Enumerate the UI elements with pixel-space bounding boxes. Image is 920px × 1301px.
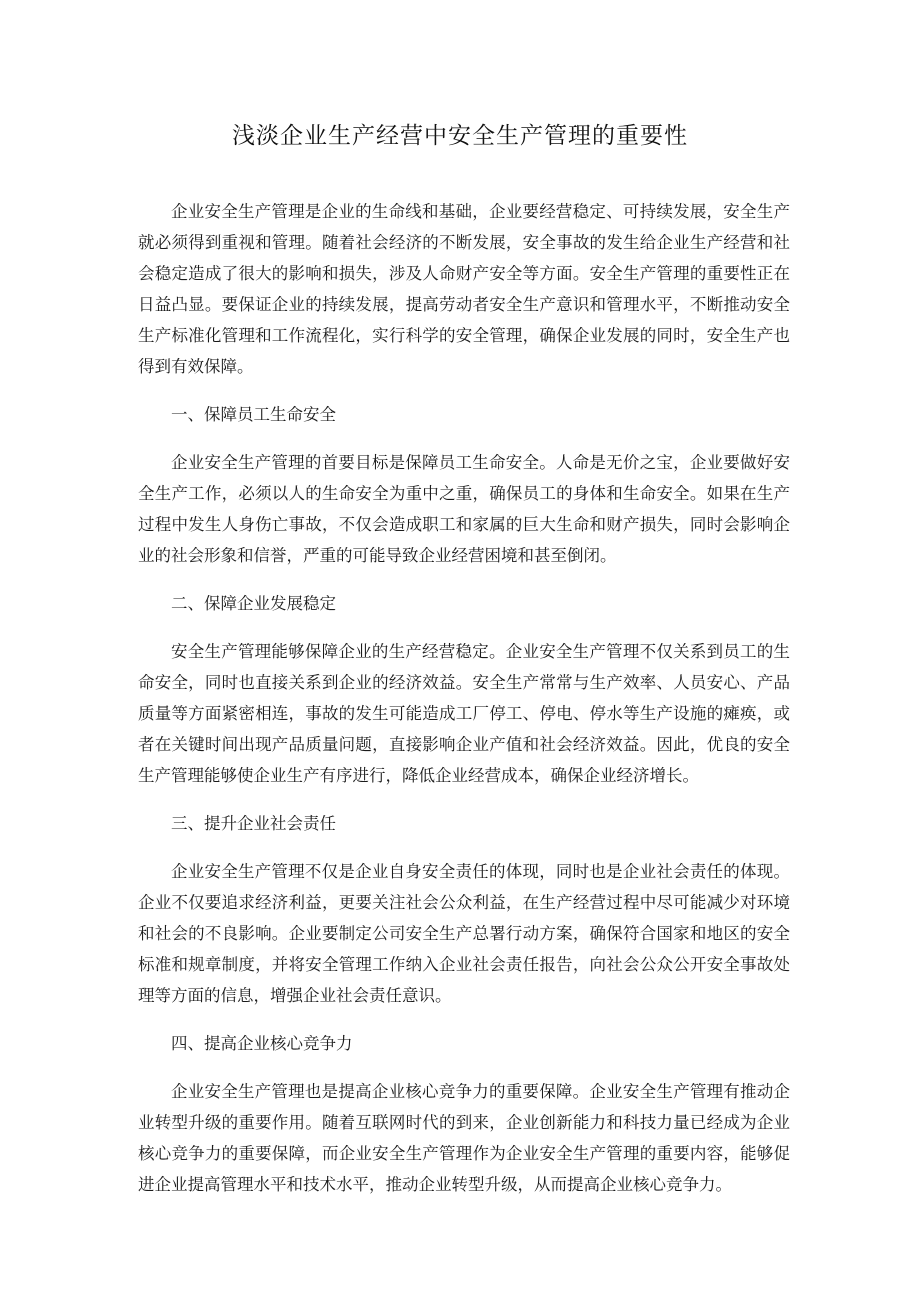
- section-paragraph-4: 企业安全生产管理也是提高企业核心竞争力的重要保障。企业安全生产管理有推动企业转型升级的重要作用。随着互联网时代的到来，企业创新能力和科技力量已经成为企业核心竞争力的重要保障，而企业安全生产管理作为企业安全生产管理的重要内容，能够促进企业提高管理水平和技术水平，推动企业转型升级，从而提高企业核心竞争力。: [138, 1082, 790, 1194]
- section-paragraph-1: 企业安全生产管理的首要目标是保障员工生命安全。人命是无价之宝，企业要做好安全生产工作，必须以人的生命安全为重中之重，确保员工的身体和生命安全。如果在生产过程中发生人身伤亡事故，不仅会造成职工和家属的巨大生命和财产损失，同时会影响企业的社会形象和信誉，严重的可能导致企业经营困境和甚至倒闭。: [138, 453, 790, 565]
- document-body: [138, 196, 790, 1217]
- document-title: 浅淡企业生产经营中安全生产管理的重要性: [232, 123, 688, 149]
- intro-paragraph: 企业安全生产管理是企业的生命线和基础，企业要经营稳定、可持续发展，安全生产就必须得到重视和管理。随着社会经济的不断发展，安全事故的发生给企业生产经营和社会稳定造成了很大的影响和损失，涉及人命财产安全等方面。安全生产管理的重要性正在日益凸显。要保证企业的持续发展，提高劳动者安全生产意识和管理水平，不断推动安全生产标准化管理和工作流程化，实行科学的安全管理，确保企业发展的同时，安全生产也得到有效保障。: [138, 202, 790, 376]
- section-heading-1: 一、保障员工生命安全: [171, 405, 336, 424]
- section-heading-3: 三、提升企业社会责任: [171, 814, 336, 833]
- section-paragraph-3: 企业安全生产管理不仅是企业自身安全责任的体现，同时也是企业社会责任的体现。企业不仅要追求经济利益，更要关注社会公众利益，在生产经营过程中尽可能减少对环境和社会的不良影响。企业要制定公司安全生产总署行动方案，确保符合国家和地区的安全标准和规章制度，并将安全管理工作纳入企业社会责任报告，向社会公众公开安全事故处理等方面的信息，增强企业社会责任意识。: [138, 862, 790, 1005]
- section-heading-4: 四、提高企业核心竞争力: [171, 1034, 353, 1053]
- section-paragraph-2: 安全生产管理能够保障企业的生产经营稳定。企业安全生产管理不仅关系到员工的生命安全，同时也直接关系到企业的经济效益。安全生产常常与生产效率、人员安心、产品质量等方面紧密相连，事故的发生可能造成工厂停工、停电、停水等生产设施的瘫痪，或者在关键时间出现产品质量问题，直接影响企业产值和社会经济效益。因此，优良的安全生产管理能够使企业生产有序进行，降低企业经营成本，确保企业经济增长。: [138, 642, 790, 785]
- section-heading-2: 二、保障企业发展稳定: [171, 594, 336, 613]
